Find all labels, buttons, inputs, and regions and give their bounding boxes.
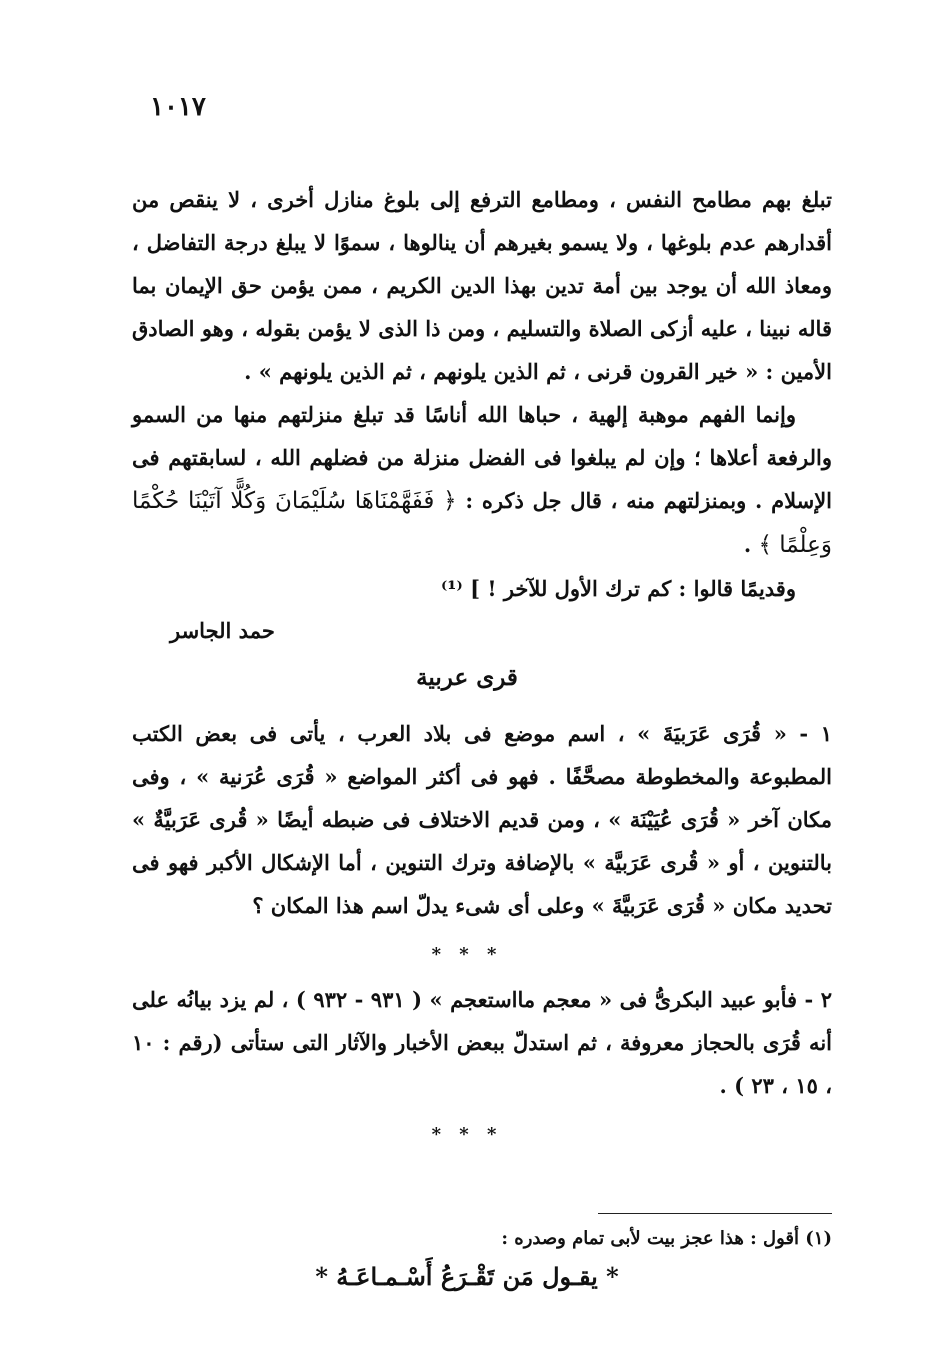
paragraph xyxy=(132,393,832,567)
section-title: قرى عربية xyxy=(416,664,518,691)
paragraph: تبلغ بهم مطامح النفس ، ومطامع الترفع إلى بلوغ منازل أخرى ، لا ينقص من أقدارهم عدم بلوغها ، ولا يسمو بغيرهم أن ينالوها ، سموًا لا يبلغ درجة التفاضل ، ومعاذ الله أن يوجد بين أمة تدين بهذا الدين الكريم ، ممن يؤمن حق الإيمان بما قاله نبينا ، عليه أزكى الصلاة والتسليم ، ومن ذا الذى لا يؤمن بقوله ، وهو الصادق الأمين : « خير القرون قرنى ، ثم الذين يلونهم ، ثم الذين يلونهم » . xyxy=(132,187,832,384)
quran-verse: ﴿ فَفَهَّمْنَاهَا سُلَيْمَانَ وَكُلًّا آتَيْنَا حُكْمًا وَعِلْمًا ﴾ xyxy=(132,488,832,558)
separator: * * * xyxy=(431,944,503,965)
article-continuation xyxy=(132,178,832,610)
paragraph-text: وإنما الفهم موهبة إلهية ، حباها الله أناسًا قد تبلغ منزلتهم منها من السمو والرفعة أعلاها ؛ وإن لم يبلغوا فى الفضل منزلة من فضلهم الله ، لسابقتهم فى الإسلام . وبمنزلتهم منه ، قال جل ذكره : xyxy=(132,402,833,513)
separator: * * * xyxy=(431,1124,503,1145)
author-signature: حمد الجاسر xyxy=(170,618,275,643)
paragraph: وقديمًا قالوا : كم ترك الأول للآخر ! ] ⁽¹⁾ xyxy=(441,576,796,601)
page-number: ١٠١٧ xyxy=(150,92,206,122)
footnote-verse: * يقـول مَن تَقْـرَعُ أَسْـمـاعَـهُ * xyxy=(315,1262,619,1291)
footnote-divider xyxy=(598,1213,832,1214)
section-paragraph-1: ١ - « قُرَى عَرَبيَةَ » ، اسم موضع فى بلاد العرب ، يأتى فى بعض الكتب المطبوعة والمخطوطة مصحَّفًا . فهو فى أكثر المواضع « قُرَى عُرَنية » ، وفى مكان آخر « قُرَى عُيَيْنَة » ، ومن قديم الاختلاف فى ضبطه أيضًا « قُرى عَرَبيَّةٌ » بالتنوين ، أو « قُرى عَرَبيَّة » بالإضافة وترك التنوين ، أما الإشكال الأكبر فهو فى تحديد مكان « قُرَى عَرَبيَّةَ » وعلى أى شىء يدلّ اسم هذا المكان ؟ xyxy=(132,721,832,918)
paragraph-end: . xyxy=(743,532,752,557)
footnote-text: (١) أقول : هذا عجز بيت لأبى تمام وصدره : xyxy=(501,1228,832,1249)
section-paragraph-2: ٢ - فأبو عبيد البكرىُّ فى « معجم مااستعجم » ( ٩٣١ - ٩٣٢ ) ، لم يزد بيانُه على أنه قُرَى بالحجاز معروفة ، ثم استدلّ ببعض الأخبار والآثار التى ستأتى (رقم : ١٠ ، ١٥ ، ٢٣ ) . xyxy=(132,987,832,1098)
